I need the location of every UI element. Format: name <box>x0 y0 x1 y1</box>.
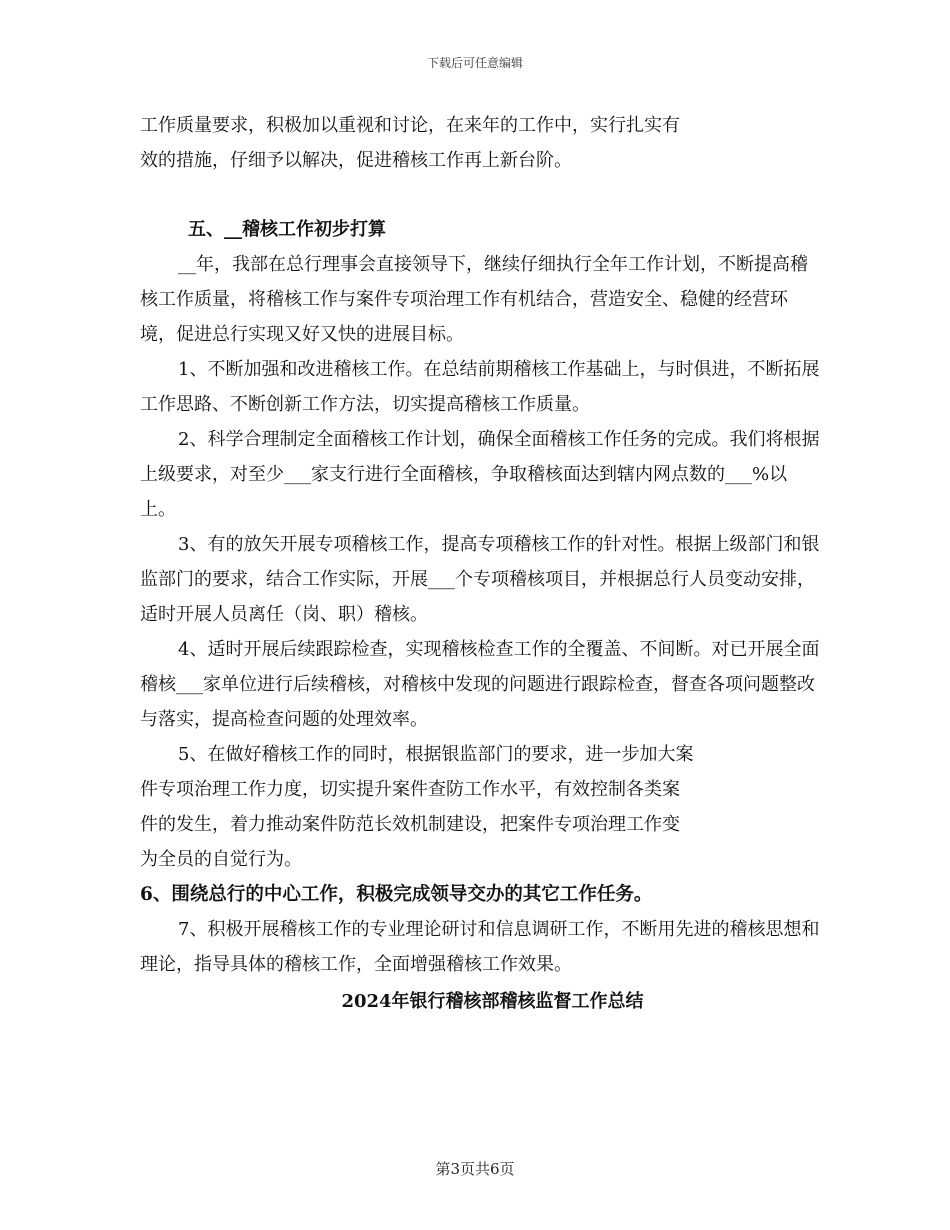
page-indicator: 第3页共6页 <box>435 1160 515 1178</box>
paragraph-overview: __年，我部在总行理事会直接领导下，继续仔细执行全年工作计划，不断提高稽核工作质量，将稽核工作与案件专项治理工作有机结合，营造安全、稳健的经营环境，促进总行实现又好又快的进展目标。 <box>140 254 808 345</box>
list-item-5-line-2: 件专项治理工作力度，切实提升案件查防工作水平，有效控制各类案 <box>140 779 680 800</box>
list-item-7: 7、积极开展稽核工作的专业理论研讨和信息调研工作，不断用先进的稽核思想和理论，指导具体的稽核工作，全面增强稽核工作效果。 <box>140 919 820 975</box>
list-item-6: 6、围绕总行的中心工作，积极完成领导交办的其它工作任务。 <box>140 884 653 905</box>
intro-line-1: 工作质量要求，积极加以重视和讨论，在来年的工作中，实行扎实有 <box>140 115 680 136</box>
list-item-4: 4、适时开展后续跟踪检查，实现稽核检查工作的全覆盖、不间断。对已开展全面稽核___家单位进行后续稽核，对稽核中发现的问题进行跟踪检查，督查各项问题整改与落实，提高检查问题的处理效率。 <box>140 639 820 730</box>
list-item-2: 2、科学合理制定全面稽核工作计划，确保全面稽核工作任务的完成。我们将根据上级要求，对至少___家支行进行全面稽核，争取稽核面达到辖内网点数的___%以上。 <box>140 429 820 520</box>
list-item-3: 3、有的放矢开展专项稽核工作，提高专项稽核工作的针对性。根据上级部门和银监部门的要求，结合工作实际，开展___个专项稽核项目，并根据总行人员变动安排，适时开展人员离任（岗、职）稽核。 <box>140 534 820 625</box>
list-item-5-line-4: 为全员的自觉行为。 <box>140 849 302 870</box>
next-document-title: 2024年银行稽核部稽核监督工作总结 <box>341 991 644 1012</box>
list-item-1: 1、不断加强和改进稽核工作。在总结前期稽核工作基础上，与时俱进，不断拓展工作思路、不断创新工作方法，切实提高稽核工作质量。 <box>140 359 820 415</box>
intro-line-2: 效的措施，仔细予以解决，促进稽核工作再上新台阶。 <box>140 150 572 171</box>
document-body <box>140 108 820 1019</box>
list-item-5-line-1: 5、在做好稽核工作的同时，根据银监部门的要求，进一步加大案 <box>178 744 694 765</box>
page-header: 下载后可任意编辑 <box>426 56 523 70</box>
section-heading: 五、__稽核工作初步打算 <box>188 219 386 240</box>
list-item-5-line-3: 件的发生，着力推动案件防范长效机制建设，把案件专项治理工作变 <box>140 814 680 835</box>
